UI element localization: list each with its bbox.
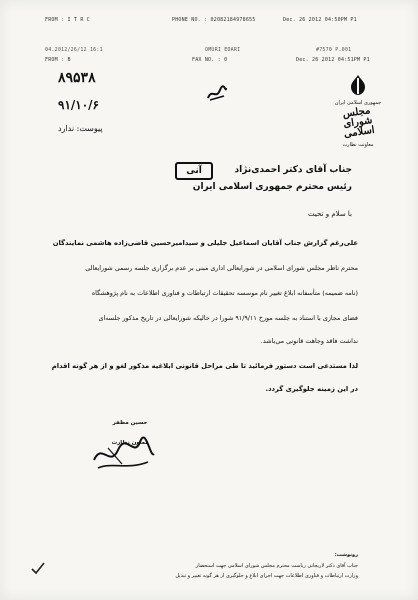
signature-icon — [88, 428, 158, 480]
emblem-caption: جمهوری اسلامی ایران — [334, 100, 382, 106]
cc-line-1: جناب آقای دکتر لاریجانی ریاست محترم مجلس شورای اسلامی جهت استحضار — [195, 563, 358, 569]
organization-name: مجلس شورای اسلامی — [341, 105, 376, 141]
fax-from-2: FROM : B — [45, 57, 71, 63]
letter-date: ۹۱/۱۰/۶ — [58, 98, 99, 112]
letterhead — [328, 74, 388, 160]
fax-faint-stamp: 04.2012/26/12 16:1 — [45, 47, 103, 53]
cc-title: رونوشت: — [334, 552, 358, 558]
letter-attachment: پیوست: ندارد — [58, 124, 103, 133]
signer-title-block — [100, 440, 160, 450]
signer-title: معاون نظارت — [111, 440, 149, 446]
urgent-stamp: آنی — [175, 162, 213, 180]
cc-line-2: وزارت ارتباطات و فناوری اطلاعات جهت اجرای ابلاغ و جلوگیری از هر گونه تغییر و تبدیل — [175, 573, 358, 579]
recipient-name: جناب آقای دکتر احمدی‌نژاد — [234, 165, 352, 175]
recipient-title: رئیس محترم جمهوری اسلامی ایران — [192, 182, 352, 192]
greeting: با سلام و تحیت — [308, 210, 352, 218]
fax-from: FROM : I T R C — [45, 17, 90, 23]
fax-datetime: Dec. 26 2012 04:50PM P1 — [283, 17, 357, 23]
body-line-1: علی‌رغم گزارش جناب آقایان اسماعیل جلیلی و سیدامیرحسین قاضی‌زاده هاشمی نمایندگان — [52, 239, 358, 247]
emblem-icon — [347, 74, 369, 96]
body-line-3: (نامه ضمیمه) متأسفانه ابلاغ تغییر نام موسسه تحقیقات ارتباطات و فناوری اطلاعات به نام پژوهشگاه — [91, 289, 358, 297]
fax-center-name: OMURI EDARI — [205, 47, 241, 53]
body-line-7: در این زمینه جلوگیری گردد. — [265, 385, 358, 393]
fax-datetime-2: Dec. 26 2012 04:51PM P1 — [296, 57, 370, 63]
fax-number: FAX NO. : 0 — [192, 57, 228, 63]
department-name: معاونت نظارت — [342, 142, 374, 148]
fax-mark-icon — [206, 84, 228, 106]
body-line-4: فضای مجازی با استناد به جلسه مورخ ۹۱/۹/۱۱ شورا در حالیکه شورایعالی در تاریخ مذکور جلسه‌ای — [98, 314, 358, 322]
fax-code: #7570 P.001 — [316, 47, 352, 53]
body-line-6: لذا مستدعی است دستور فرمائید تا طی مراحل قانونی ابلاغیه مذکور لغو و از هر گونه اقدام — [51, 362, 358, 370]
fax-phone: PHONE NO. : 02082184978655 — [172, 17, 256, 23]
letter-number: ۸۹۵۳۸ — [58, 70, 96, 86]
signer-name: حسین مظفر — [112, 420, 148, 426]
body-line-2: محترم ناظر مجلس شورای اسلامی در شورایعالی اداری مبنی بر عدم برگزاری جلسه رسمی شورایعالی — [85, 264, 358, 272]
corner-check-icon — [30, 560, 46, 579]
body-line-5: نداشت فاقد وجاهت قانونی می‌باشد. — [260, 337, 358, 345]
